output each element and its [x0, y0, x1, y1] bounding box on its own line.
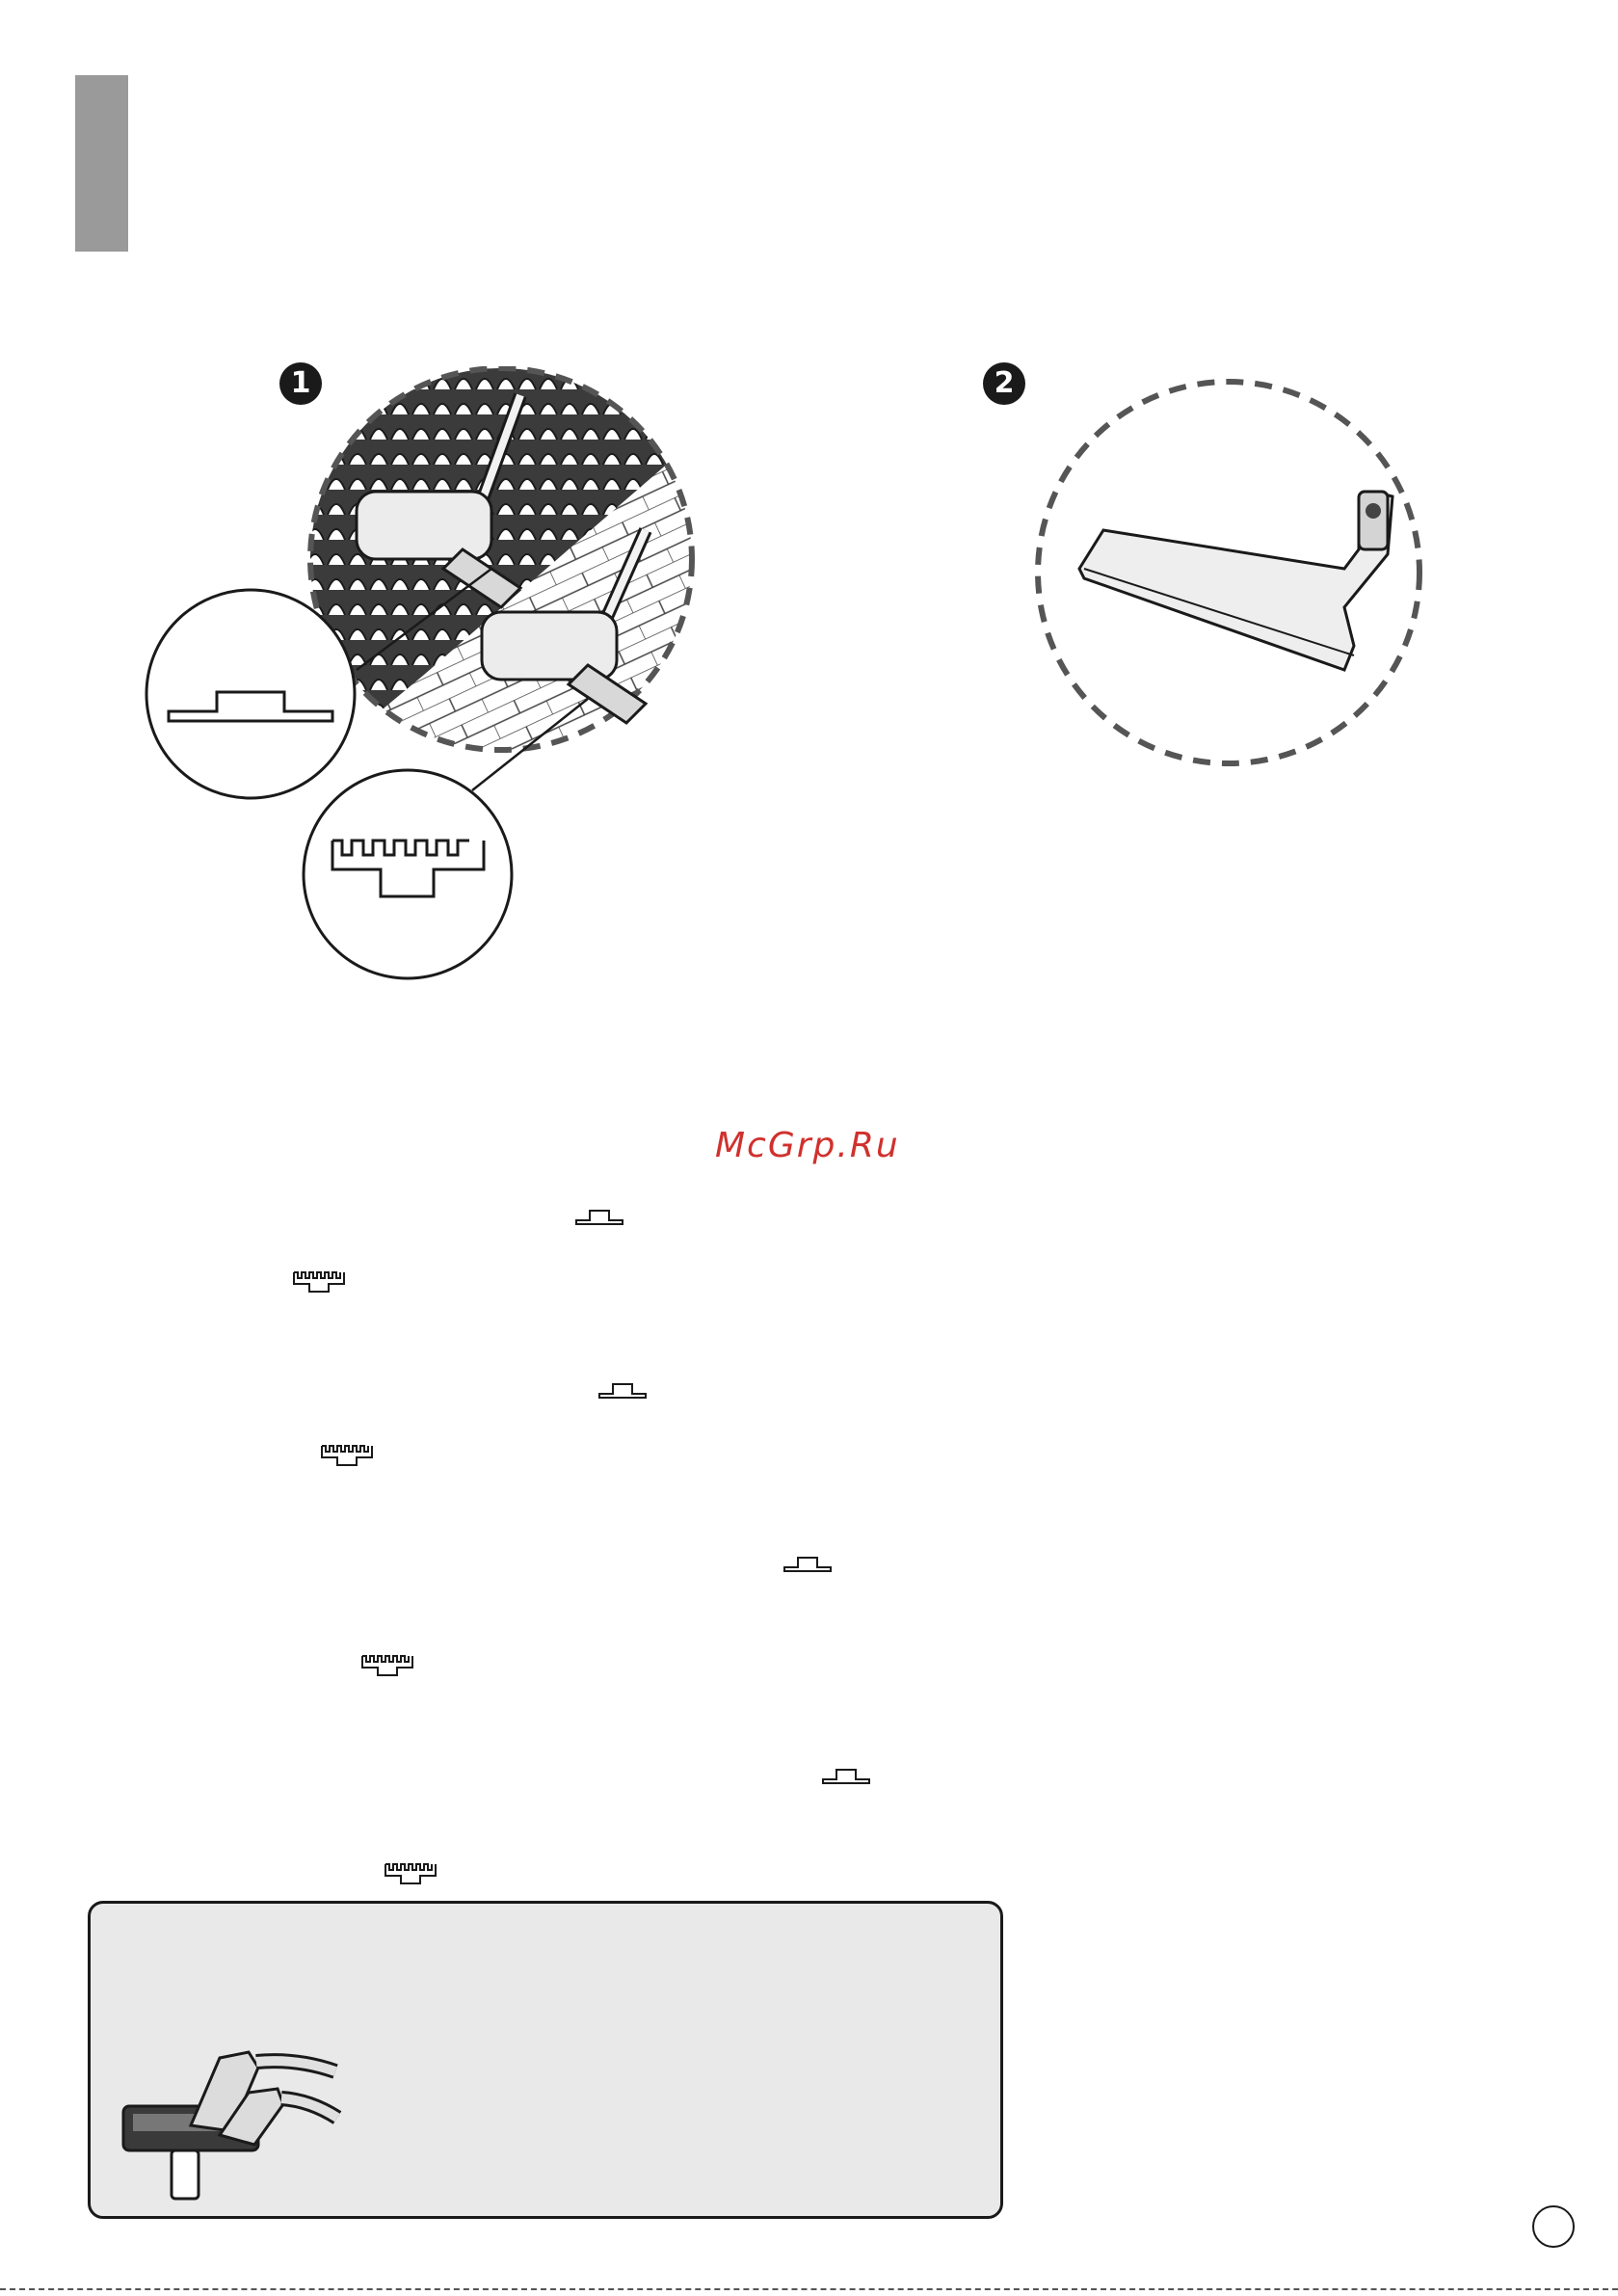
nozzle-position-smooth-icon: [574, 1207, 624, 1226]
nozzle-position-brush-icon: [320, 1444, 374, 1467]
section-tab-marker: [75, 75, 128, 252]
hose-parking-illustration: [114, 2039, 345, 2212]
note-box: [88, 1901, 1003, 2219]
nozzle-position-smooth-icon: [597, 1380, 648, 1400]
nozzle-position-smooth-icon: [821, 1766, 871, 1785]
nozzle-carpet-floor-illustration: [135, 366, 742, 983]
parquet-nozzle-illustration: [1026, 376, 1431, 781]
nozzle-position-brush-icon: [292, 1270, 346, 1294]
bottom-rule: [0, 2288, 1618, 2293]
step-1-badge: 1: [279, 362, 322, 405]
page-number: [1532, 2205, 1575, 2248]
nozzle-position-smooth-icon: [782, 1554, 833, 1573]
step-2-badge: 2: [983, 362, 1025, 405]
nozzle-position-brush-icon: [384, 1862, 438, 1885]
watermark: McGrp.Ru: [715, 1126, 900, 1165]
nozzle-position-brush-icon: [360, 1654, 414, 1677]
